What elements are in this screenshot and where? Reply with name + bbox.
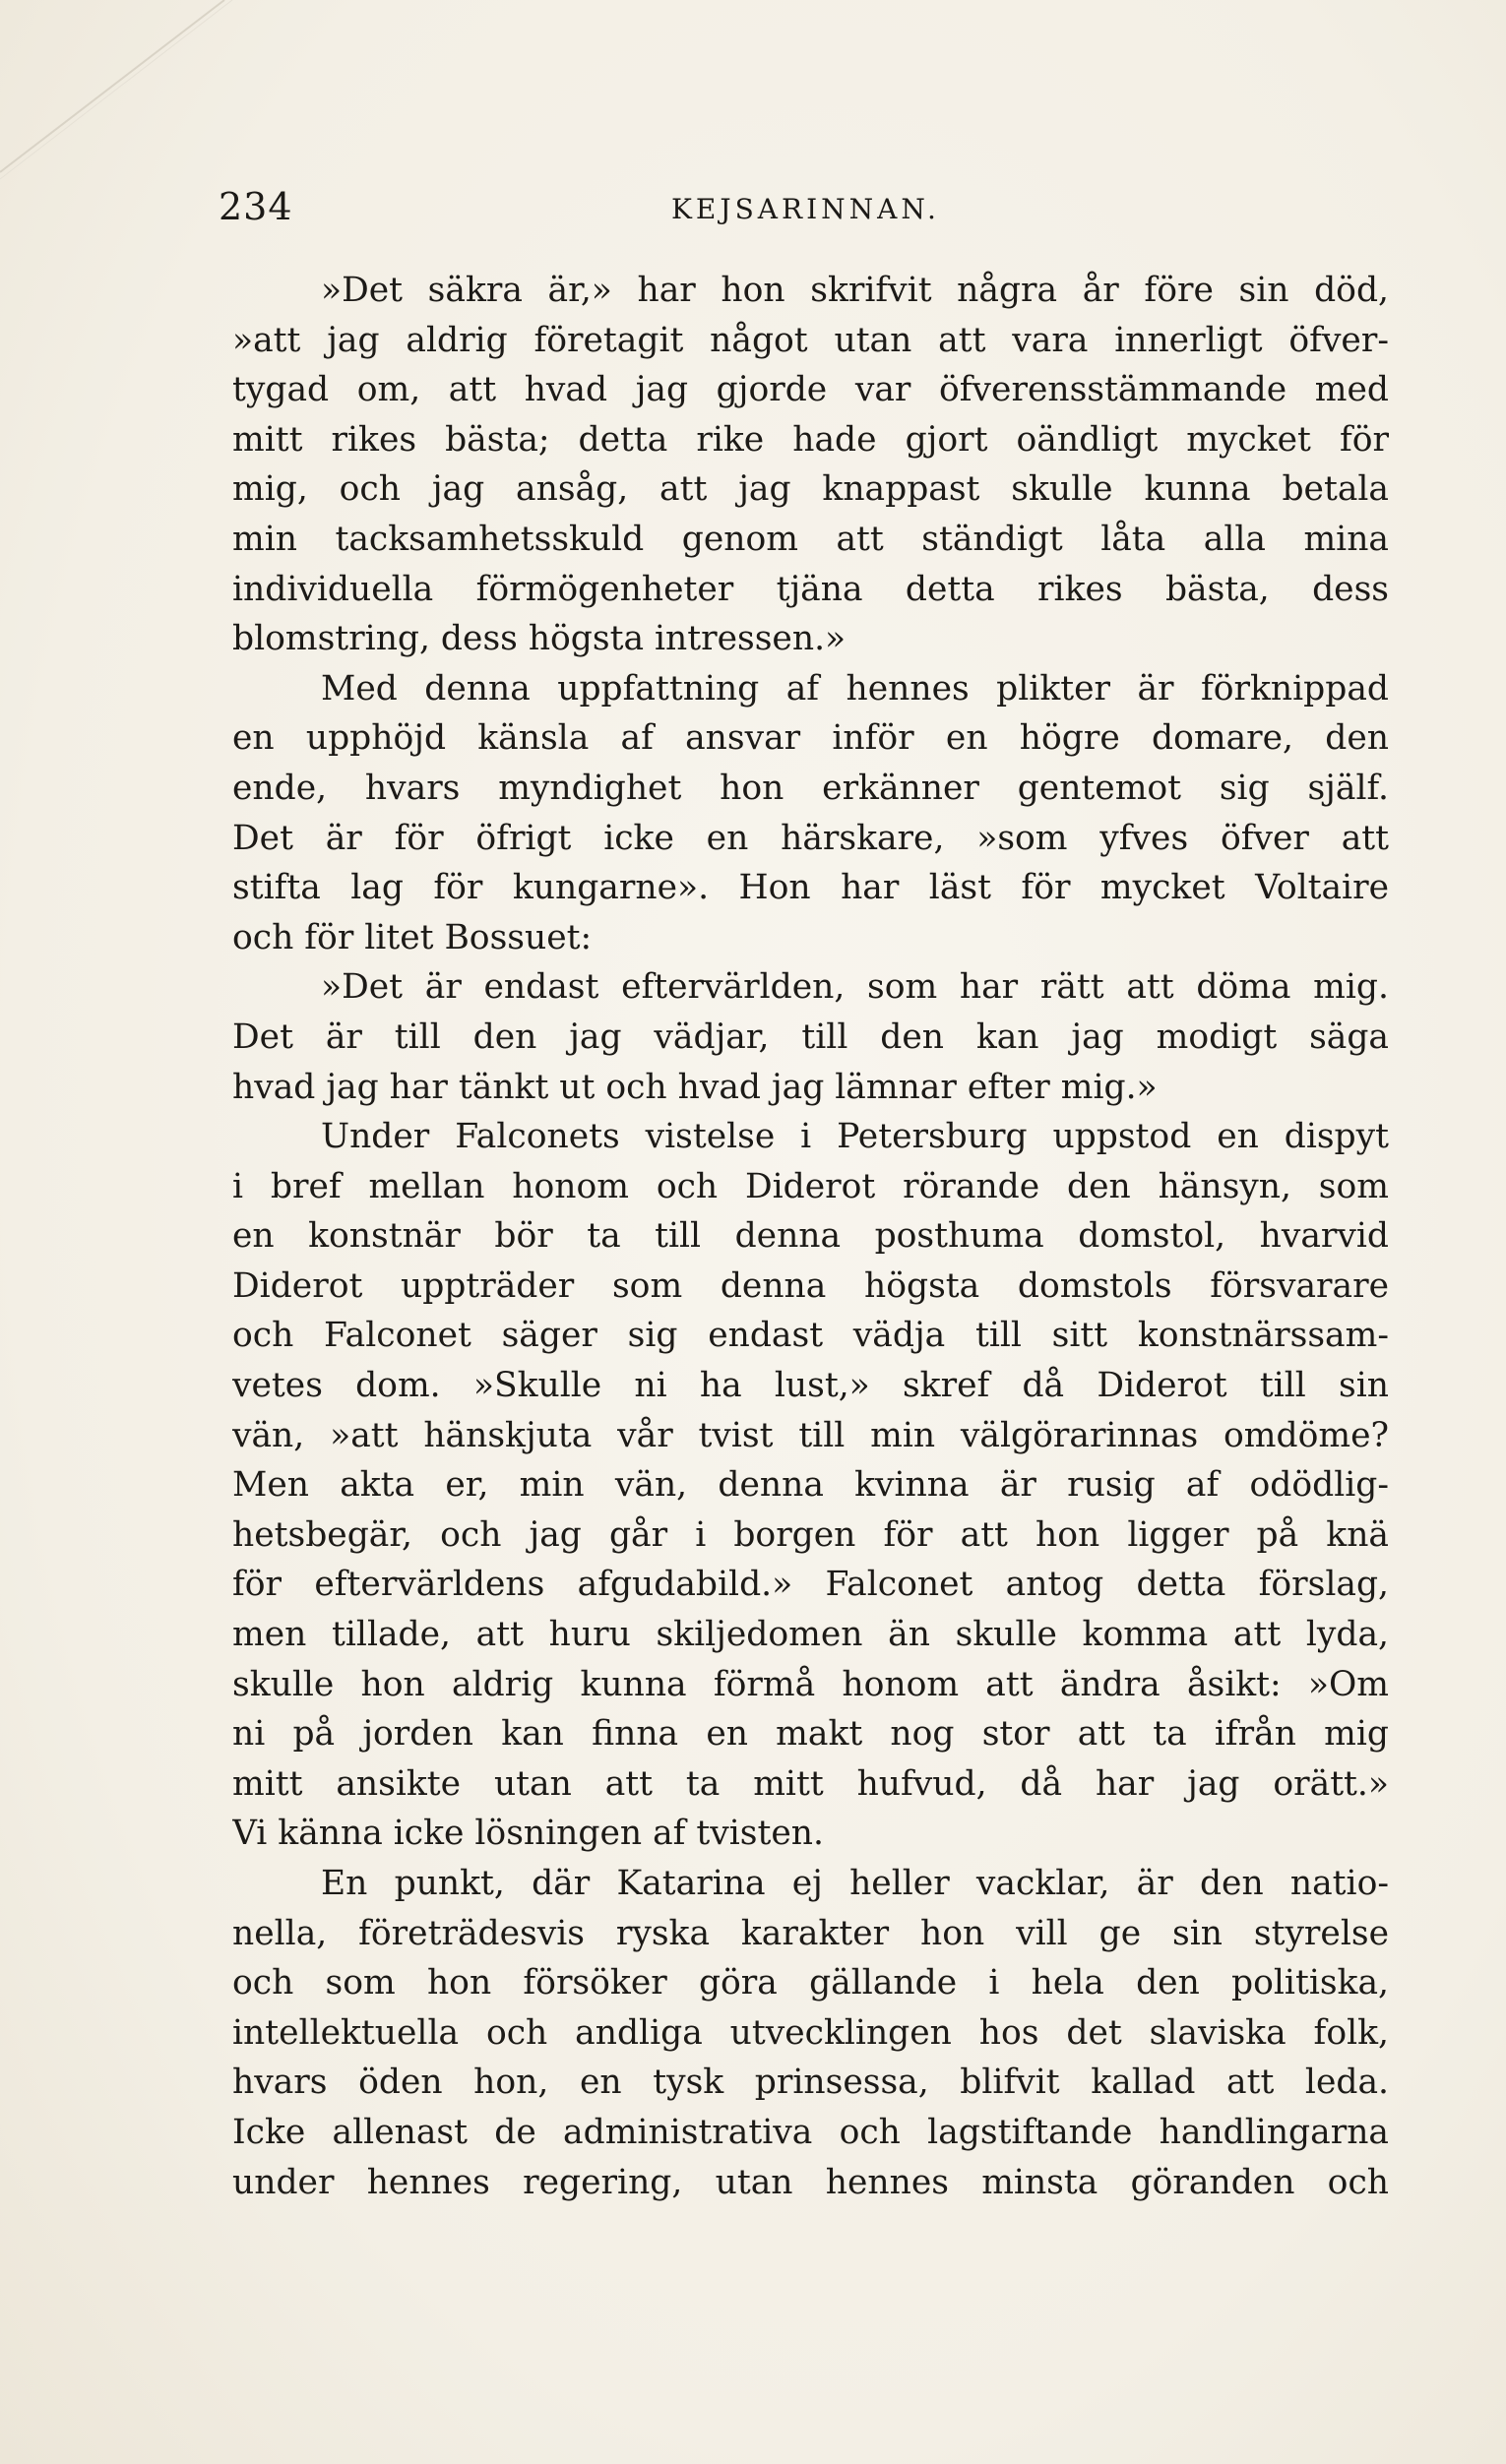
text-line: tygad om, att hvad jag gjorde var öfverensstämmande med [232,370,1389,410]
text-line: hvad jag har tänkt ut och hvad jag lämnar efter mig.» [232,1067,1158,1107]
text-line: men tillade, att huru skiljedomen än skulle komma att lyda, [232,1615,1389,1655]
text-line: »Det är endast eftervärlden, som har rätt att döma mig. [321,967,1389,1008]
text-line: och för litet Bossuet: [232,917,593,957]
text-line: en konstnär bör ta till denna posthuma domstol, hvarvid [232,1216,1389,1257]
text-line: Diderot uppträder som denna högsta domstols försvarare [232,1265,1389,1306]
text-line: i bref mellan honom och Diderot rörande den hänsyn, som [232,1166,1389,1206]
text-line: nella, företrädesvis ryska karakter hon vill ge sin styrelse [232,1913,1389,1953]
text-line: mitt rikes bästa; detta rike hade gjort oändligt mycket för [232,419,1389,460]
text-line: och som hon försöker göra gällande i hela den politiska, [232,1963,1389,2003]
text-line: mitt ansikte utan att ta mitt hufvud, då har jag orätt.» [232,1763,1389,1804]
text-line: och Falconet säger sig endast vädja till sitt konstnärssam- [232,1316,1389,1356]
text-line: vetes dom. »Skulle ni ha lust,» skref då Diderot till sin [232,1366,1389,1406]
text-line: Med denna uppfattning af hennes plikter är förknippad [321,668,1389,708]
text-line: En punkt, där Katarina ej heller vacklar, är den natio- [321,1864,1389,1903]
text-line: Det är för öfrigt icke en härskare, »som yfves öfver att [232,818,1389,858]
text-line: »Det säkra är,» har hon skrifvit några år före sin död, [321,271,1389,310]
text-line: för eftervärldens afgudabild.» Falconet antog detta förslag, [232,1565,1389,1605]
page-number: 234 [219,185,293,228]
text-line: ende, hvars myndighet hon erkänner gentemot sig själf. [232,768,1389,808]
text-line: Men akta er, min vän, denna kvinna är rusig af odödlig- [232,1465,1389,1506]
text-line: stifta lag för kungarne». Hon har läst för mycket Voltaire [232,868,1389,908]
text-line: under hennes regering, utan hennes minsta göranden och [232,2162,1389,2202]
text-line: Det är till den jag vädjar, till den kan jag modigt säga [232,1016,1389,1057]
text-line: blomstring, dess högsta intressen.» [232,619,847,659]
text-line: vän, »att hänskjuta vår tvist till min välgörarinnas omdöme? [232,1415,1389,1455]
page-header [219,185,1390,244]
text-line: Icke allenast de administrativa och lagstiftande handlingarna [232,2112,1389,2152]
text-line: hetsbegär, och jag går i borgen för att hon ligger på knä [232,1514,1389,1555]
text-line: ni på jorden kan finna en makt nog stor att ta ifrån mig [232,1714,1389,1755]
text-line: min tacksamhetsskuld genom att ständigt låta alla mina [232,519,1389,559]
text-line: Vi känna icke lösningen af tvisten. [232,1814,824,1854]
text-line: individuella förmögenheter tjäna detta rikes bästa, dess [232,569,1389,609]
text-line: hvars öden hon, en tysk prinsessa, blifvit kallad att leda. [232,2063,1389,2103]
body-text [232,266,1389,2207]
text-line: en upphöjd känsla af ansvar inför en högre domare, den [232,718,1389,759]
running-title: KEJSARINNAN. [671,193,940,225]
text-line: »att jag aldrig företagit något utan att vara innerligt öfver- [232,320,1389,360]
text-line: intellektuella och andliga utvecklingen hos det slaviska folk, [232,2012,1389,2053]
text-line: skulle hon aldrig kunna förmå honom att ändra åsikt: »Om [232,1664,1389,1704]
text-line: Under Falconets vistelse i Petersburg uppstod en dispyt [321,1117,1389,1157]
text-line: mig, och jag ansåg, att jag knappast skulle kunna betala [232,469,1389,510]
